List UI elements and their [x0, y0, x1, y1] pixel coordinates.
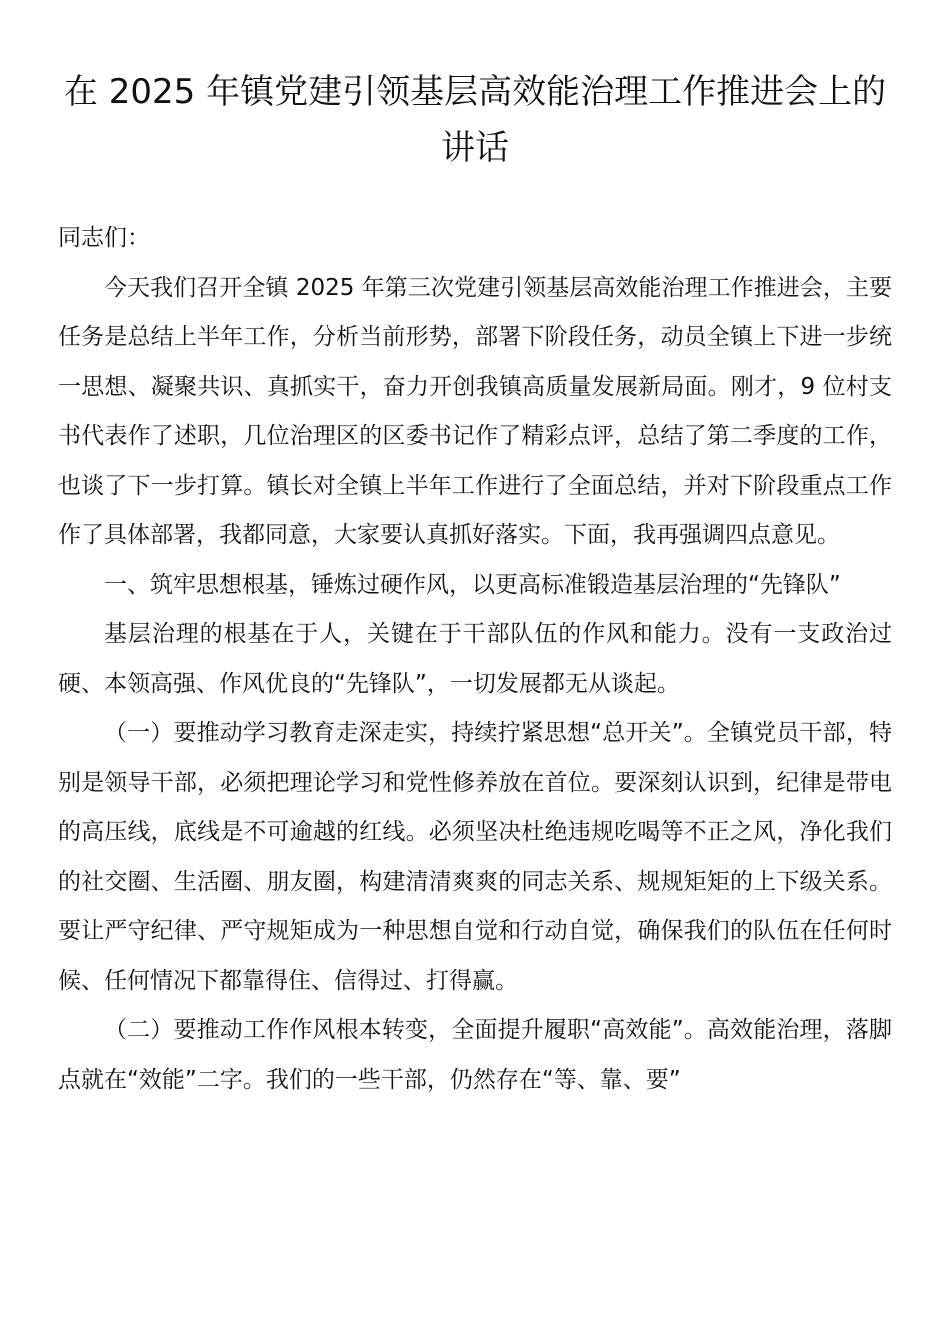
paragraph-subsection-1: （一）要推动学习教育走深走实，持续拧紧思想“总开关”。全镇党员干部，特别是领导干部，必须把理论学习和党性修养放在首位。要深刻认识到，纪律是带电的高压线，底线是不可逾越的红线。必须坚决杜绝违规吃喝等不正之风，净化我们的社交圈、生活圈、朋友圈，构建清清爽爽的同志关系、规规矩矩的上下级关系。要让严守纪律、严守规矩成为一种思想自觉和行动自觉，确保我们的队伍在任何时候、任何情况下都靠得住、信得过、打得赢。 — [58, 720, 892, 994]
paragraph-intro: 今天我们召开全镇 2025 年第三次党建引领基层高效能治理工作推进会，主要任务是总结上半年工作，分析当前形势，部署下阶段任务，动员全镇上下进一步统一思想、凝聚共识、真抓实干，奋力开创我镇高质量发展新局面。刚才，9 位村支书代表作了述职，几位治理区的区委书记作了精彩点评，总结了第二季度的工作，也谈了下一步打算。镇长对全镇上半年工作进行了全面总结，并对下阶段重点工作作了具体部署，我都同意，大家要认真抓好落实。下面，我再强调四点意见。 — [58, 274, 892, 548]
section-heading-1: 一、筑牢思想根基，锤炼过硬作风，以更高标准锻造基层治理的“先锋队” — [104, 571, 841, 598]
paragraph-subsection-2: （二）要推动工作作风根本转变，全面提升履职“高效能”。高效能治理，落脚点就在“效能”二字。我们的一些干部，仍然存在“等、靠、要” — [58, 1017, 892, 1093]
salutation: 同志们： — [58, 225, 150, 251]
document-body — [58, 214, 892, 1105]
paragraph-section-1: 基层治理的根基在于人，关键在于干部队伍的作风和能力。没有一支政治过硬、本领高强、作风优良的“先锋队”，一切发展都无从谈起。 — [58, 621, 892, 697]
document-title: 在 2025 年镇党建引领基层高效能治理工作推进会上的讲话 — [63, 72, 887, 168]
